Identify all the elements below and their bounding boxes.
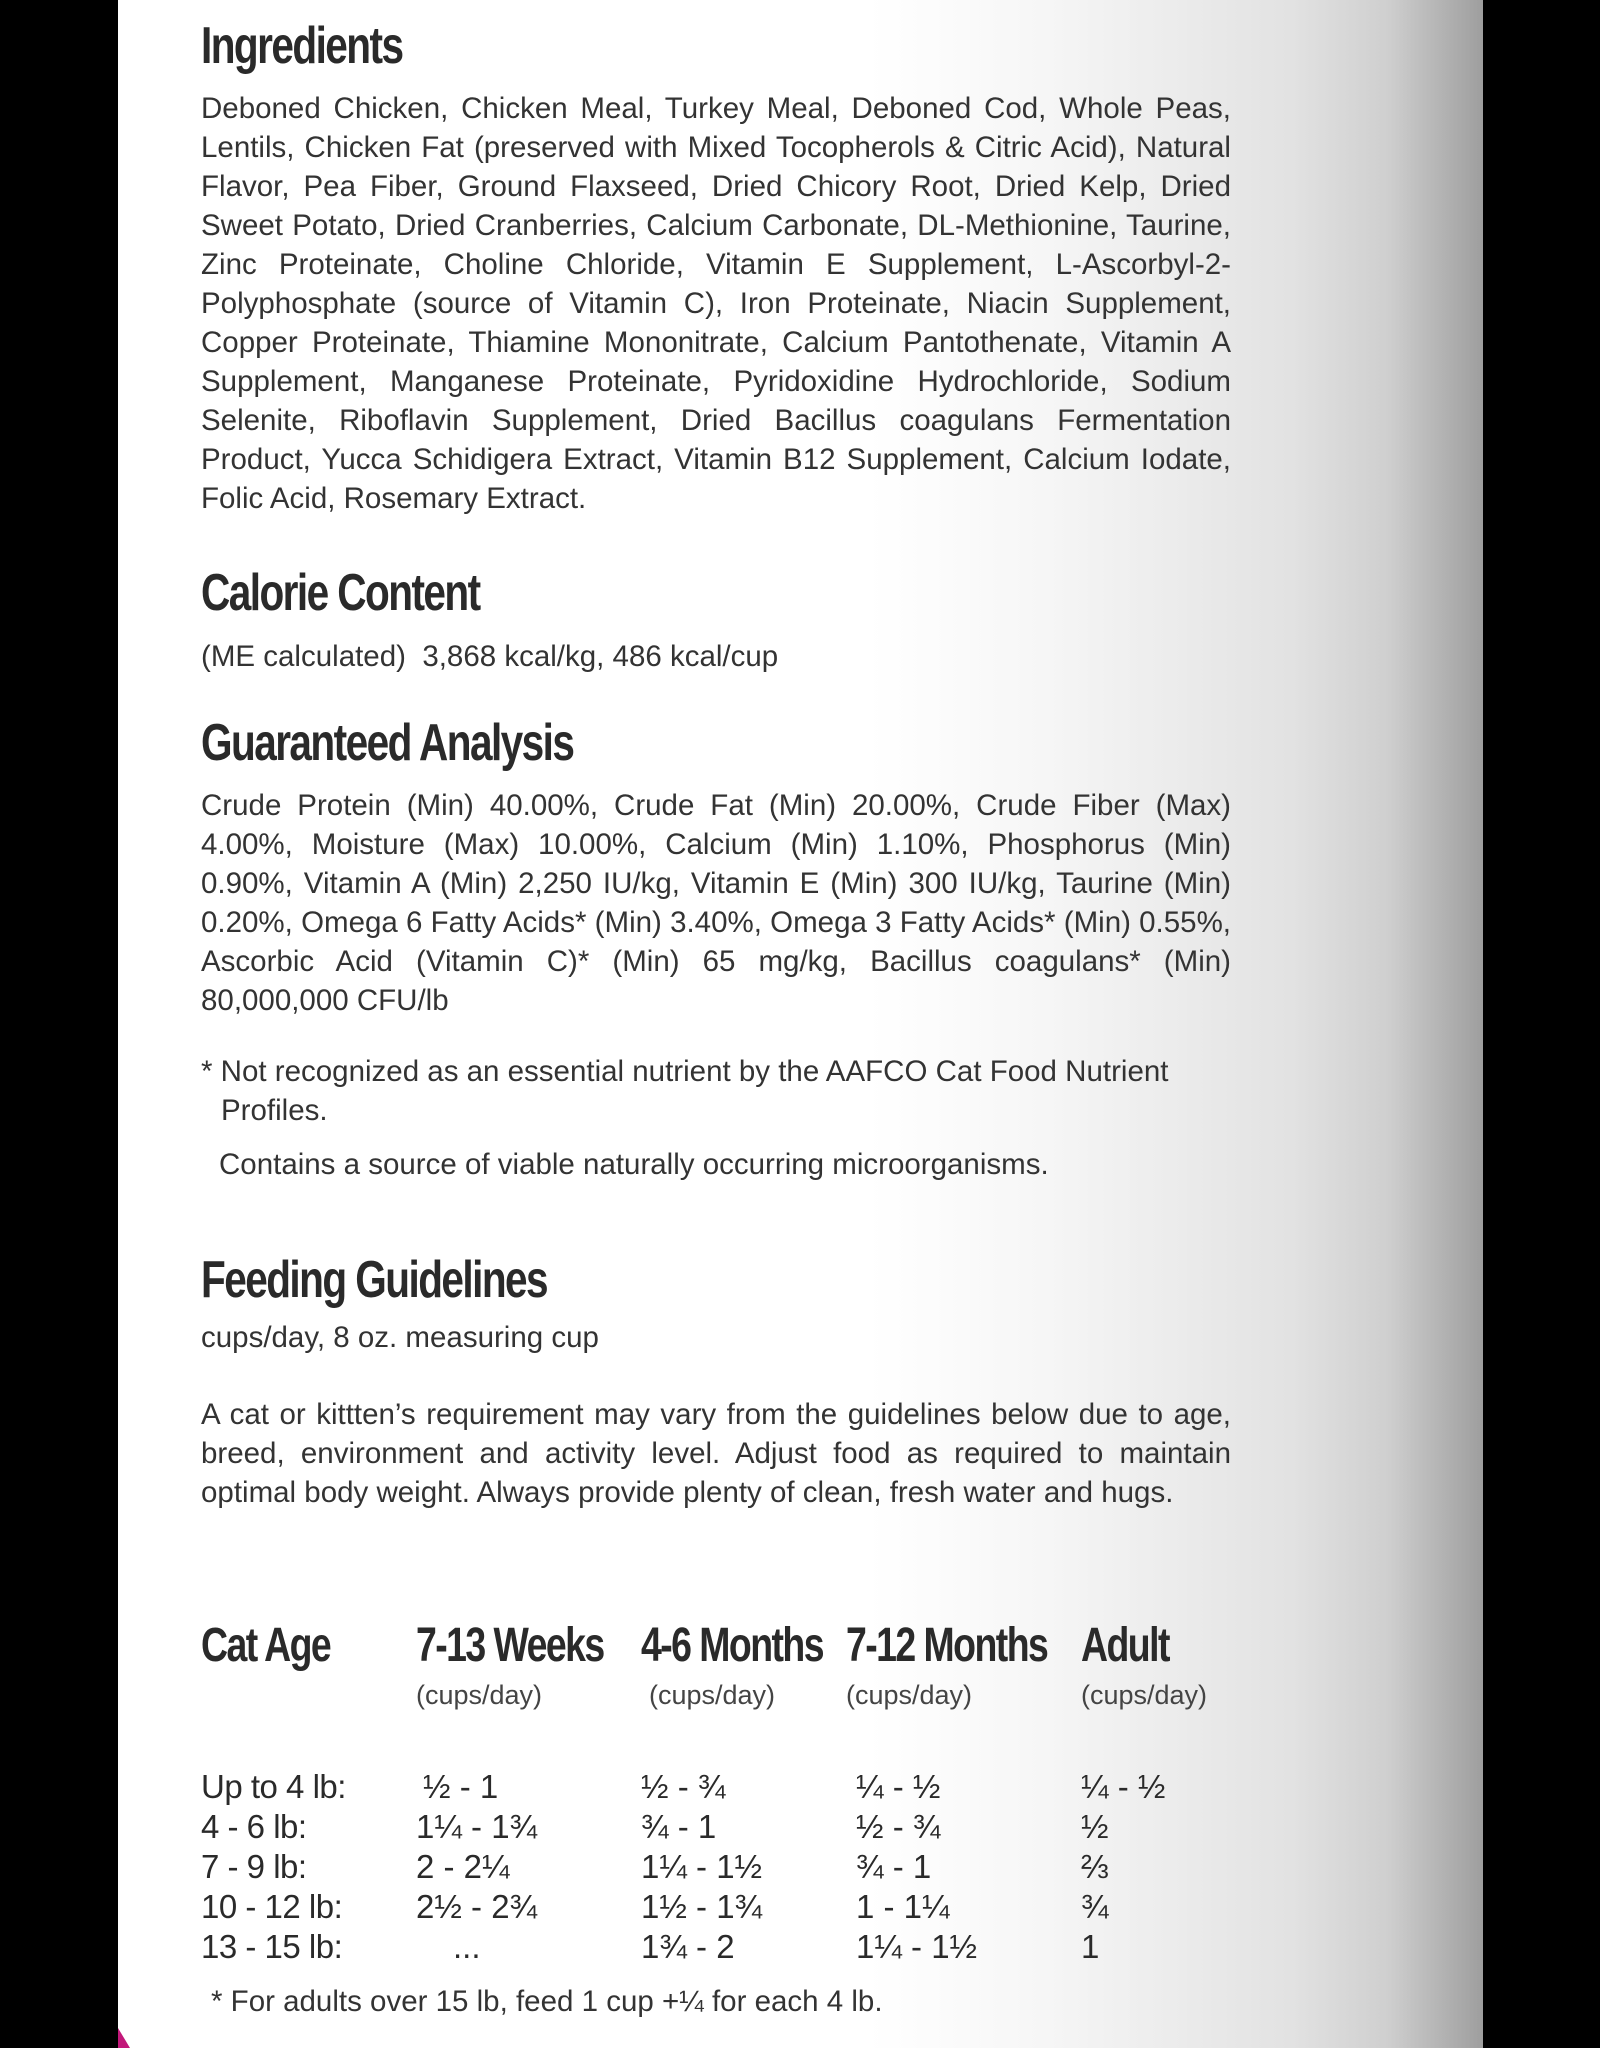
weight-label: 7 - 9 lb:	[201, 1848, 307, 1885]
label-panel	[118, 0, 1483, 2048]
column-unit: (cups/day)	[1081, 1680, 1208, 1710]
ingredients-heading: Ingredients	[201, 17, 403, 75]
table-row	[201, 1927, 1301, 1967]
table-row	[201, 1847, 1301, 1887]
column-header-7-12-months: 7-12 Months (cups/day)	[846, 1622, 1104, 1711]
table-row	[201, 1807, 1301, 1847]
guaranteed-analysis-heading: Guaranteed Analysis	[201, 714, 574, 772]
column-header-cat-age: Cat Age	[201, 1619, 331, 1672]
amount-4-6-months: ¾ - 1	[641, 1808, 717, 1845]
amount-7-12-months: ½ - ¾	[856, 1808, 941, 1845]
column-unit: (cups/day)	[649, 1680, 776, 1710]
table-row	[201, 1887, 1301, 1927]
feeding-guidelines-paragraph: A cat or kittten’s requirement may vary from the guidelines below due to age, breed, environment and activity level. Adjust food as required to maintain optimal body weight. Always provide plenty of clean, fresh water and hugs.	[201, 1398, 1231, 1509]
amount-adult: ½	[1081, 1808, 1109, 1845]
amount-7-13-weeks: ...	[453, 1928, 481, 1965]
amount-adult: ¼ - ½	[1081, 1768, 1166, 1805]
amount-4-6-months: ½ - ¾	[641, 1768, 726, 1805]
weight-label: 4 - 6 lb:	[201, 1808, 307, 1845]
amount-4-6-months: 1¾ - 2	[641, 1928, 735, 1965]
amount-7-13-weeks: ½ - 1	[423, 1768, 499, 1805]
table-row	[201, 1767, 1301, 1807]
column-header-adult: Adult (cups/day)	[1081, 1619, 1208, 1710]
weight-label: Up to 4 lb:	[201, 1768, 346, 1805]
feeding-guidelines-subtitle: cups/day, 8 oz. measuring cup	[201, 1321, 599, 1354]
microorganisms-note: Contains a source of viable naturally occurring microorganisms.	[219, 1148, 1049, 1181]
amount-7-12-months: ¾ - 1	[856, 1848, 932, 1885]
column-header-4-6-months: 4-6 Months (cups/day)	[641, 1622, 874, 1711]
amount-4-6-months: 1¼ - 1½	[641, 1848, 763, 1885]
calorie-content-text: (ME calculated) 3,868 kcal/kg, 486 kcal/cup	[201, 640, 779, 673]
weight-label: 10 - 12 lb:	[201, 1888, 343, 1925]
adult-feeding-note: * For adults over 15 lb, feed 1 cup +¼ for each 4 lb.	[211, 1985, 883, 2018]
amount-adult: ¾	[1081, 1888, 1109, 1925]
column-unit: (cups/day)	[846, 1680, 973, 1710]
amount-7-12-months: 1¼ - 1½	[856, 1928, 978, 1965]
amount-7-13-weeks: 1¼ - 1¾	[416, 1808, 538, 1845]
amount-adult: 1	[1081, 1928, 1100, 1965]
amount-7-13-weeks: 2 - 2¼	[416, 1848, 510, 1885]
amount-7-12-months: ¼ - ½	[856, 1768, 941, 1805]
weight-label: 13 - 15 lb:	[201, 1928, 343, 1965]
ingredients-text: Deboned Chicken, Chicken Meal, Turkey Meal, Deboned Cod, Whole Peas, Lentils, Chicken Fat (preserved with Mixed Tocopherols & Citric Acid), Natural Flavor, Pea Fiber, Ground Flaxseed, Dried Chicory Root, Dried Kelp, Dried Sweet Potato, Dried Cranberries, Calcium Carbonate, DL-Methionine, Taurine, Zinc Proteinate, Choline Chloride, Vitamin E Supplement, L-Ascorbyl-2-Polyphosphate (source of Vitamin C), Iron Proteinate, Niacin Supplement, Copper Proteinate, Thiamine Mononitrate, Calcium Pantothenate, Vitamin A Supplement, Manganese Proteinate, Pyridoxidine Hydrochloride, Sodium Selenite, Riboflavin Supplement, Dried Bacillus coagulans Fermentation Product, Yucca Schidigera Extract, Vitamin B12 Supplement, Calcium Iodate, Folic Acid, Rosemary Extract.	[201, 92, 1231, 515]
amount-7-12-months: 1 - 1¼	[856, 1888, 950, 1925]
amount-7-13-weeks: 2½ - 2¾	[416, 1888, 538, 1925]
feeding-guidelines-heading: Feeding Guidelines	[201, 1251, 548, 1309]
calorie-content-heading: Calorie Content	[201, 564, 480, 622]
pink-accent-corner	[118, 2028, 130, 2048]
column-unit: (cups/day)	[416, 1680, 543, 1710]
aafco-footnote: * Not recognized as an essential nutrient by the AAFCO Cat Food Nutrient Profiles.	[201, 1055, 1169, 1127]
guaranteed-analysis-text: Crude Protein (Min) 40.00%, Crude Fat (Min) 20.00%, Crude Fiber (Max) 4.00%, Moisture (Max) 10.00%, Calcium (Min) 1.10%, Phosphorus (Min) 0.90%, Vitamin A (Min) 2,250 IU/kg, Vitamin E (Min) 300 IU/kg, Taurine (Min) 0.20%, Omega 6 Fatty Acids* (Min) 3.40%, Omega 3 Fatty Acids* (Min) 0.55%, Ascorbic Acid (Vitamin C)* (Min) 65 mg/kg, Bacillus coagulans* (Min) 80,000,000 CFU/lb	[201, 789, 1231, 1017]
column-header-7-13-weeks: 7-13 Weeks (cups/day)	[416, 1622, 657, 1711]
amount-4-6-months: 1½ - 1¾	[641, 1888, 763, 1925]
amount-adult: ⅔	[1081, 1848, 1109, 1885]
